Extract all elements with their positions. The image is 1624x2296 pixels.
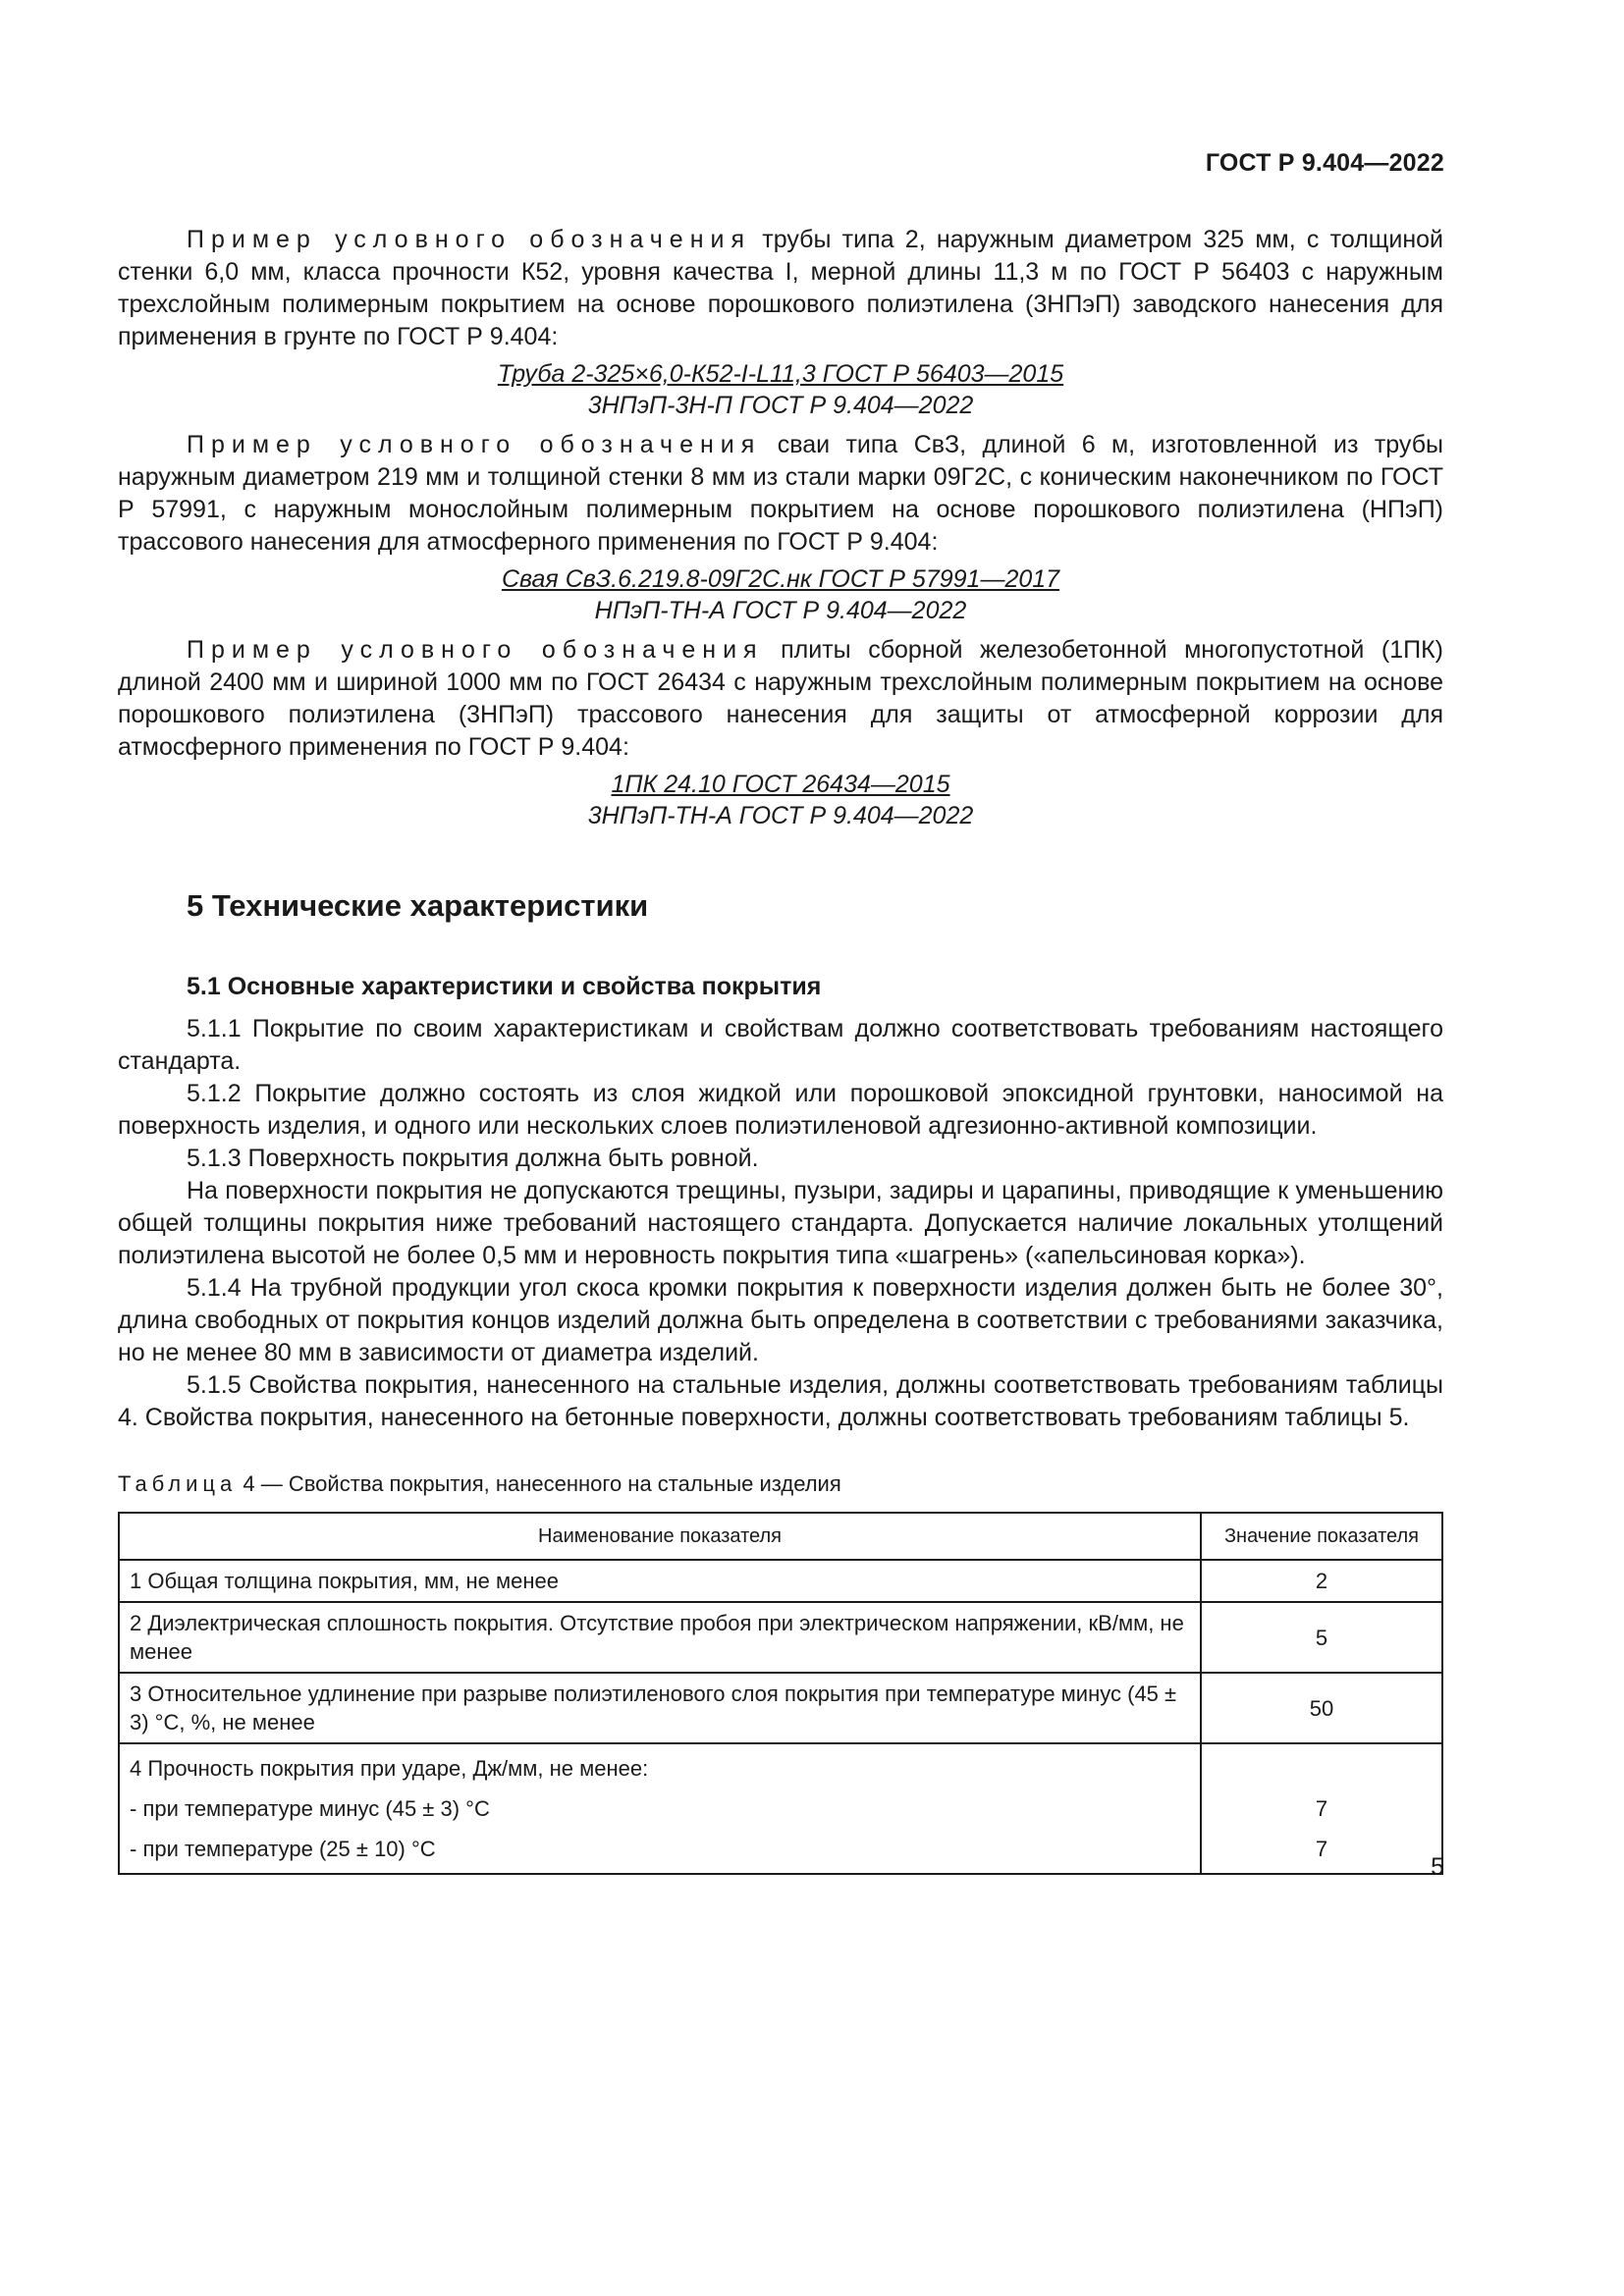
designation-line: 3НПэП-3Н-П ГОСТ Р 9.404—2022 — [587, 392, 974, 419]
table-row — [119, 1560, 1442, 1602]
page-content — [118, 224, 1443, 1875]
group-title-spacer — [1212, 1754, 1432, 1783]
table-row — [119, 1743, 1442, 1874]
paragraph: 5.1.1 Покрытие по своим характеристикам и свойствам должно соответствовать требованиям настоящего стандарта. — [118, 1015, 1443, 1075]
paragraph: 5.1.3 Поверхность покрытия должна быть ровной. — [187, 1145, 759, 1172]
subsection-heading: 5.1 Основные характеристики и свойства покрытия — [187, 973, 822, 1000]
column-header-value: Значение показателя — [1201, 1513, 1442, 1560]
paragraph: На поверхности покрытия не допускаются трещины, пузыри, задиры и царапины, приводящие к уменьшению общей толщины покрытия ниже требований настоящего стандарта. Допускается наличие локальных утолщений полиэтилена высотой не более 0,5 мм и неровность покрытия типа «шагрень» («апельсиновая корка»). — [118, 1177, 1443, 1269]
example-paragraph-pipe — [118, 224, 1443, 353]
row-value: 2 — [1201, 1560, 1442, 1602]
designation-example — [118, 358, 1443, 421]
row-value: 50 — [1201, 1673, 1442, 1743]
example-label: Пример условного обозначения — [187, 636, 764, 664]
section-heading: 5 Технические характеристики — [187, 888, 649, 923]
column-header-name: Наименование показателя — [119, 1513, 1201, 1560]
row-name: 3 Относительное удлинение при разрыве полиэтиленового слоя покрытия при температуре минус (45 ± 3) °С, %, не менее — [119, 1673, 1201, 1743]
example-label: Пример условного обозначения — [187, 226, 752, 253]
row-name — [119, 1743, 1201, 1874]
table-row — [119, 1602, 1442, 1673]
example-text: плиты сборной железобетонной многопустотной (1ПК) длиной 2400 мм и шириной 1000 мм по ГОСТ 26434 с наружным трехслойным полимерным покрытием на основе порошкового полиэтилена (3НПэП) трассового нанесения для защиты от атмосферной коррозии для атмосферного применения по ГОСТ Р 9.404: — [118, 636, 1443, 761]
sub-row-name: - при температуре (25 ± 10) °С — [130, 1837, 436, 1861]
properties-table — [118, 1512, 1443, 1875]
group-title: 4 Прочность покрытия при ударе, Дж/мм, не менее: — [130, 1756, 649, 1781]
designation-line: 3НПэП-ТН-А ГОСТ Р 9.404—2022 — [587, 802, 974, 829]
row-name: 2 Диэлектрическая сплошность покрытия. Отсутствие пробоя при электрическом напряжении, кВ/мм, не менее — [119, 1602, 1201, 1673]
designation-line: 1ПК 24.10 ГОСТ 26434—2015 — [611, 771, 950, 798]
example-label: Пример условного обозначения — [187, 431, 762, 458]
paragraph: 5.1.5 Свойства покрытия, нанесенного на стальные изделия, должны соответствовать требованиям таблицы 4. Свойства покрытия, нанесенного на бетонные поверхности, должны соответствовать требованиям таблицы 5. — [118, 1371, 1443, 1431]
sub-row-value: 7 — [1315, 1837, 1328, 1861]
paragraph: 5.1.2 Покрытие должно состоять из слоя жидкой или порошковой эпоксидной грунтовки, наносимой на поверхность изделия, и одного или нескольких слоев полиэтиленовой адгезионно-активной композиции. — [118, 1080, 1443, 1140]
designation-example — [118, 563, 1443, 626]
designation-example — [118, 769, 1443, 831]
example-paragraph-slab — [118, 634, 1443, 764]
document-header: ГОСТ Р 9.404—2022 — [1205, 149, 1444, 177]
table-header-row — [119, 1513, 1442, 1560]
table-row — [119, 1673, 1442, 1743]
page-number: 5 — [1431, 1853, 1444, 1881]
row-value — [1201, 1743, 1442, 1874]
sub-row-name: - при температуре минус (45 ± 3) °С — [130, 1796, 490, 1821]
sub-row-value: 7 — [1315, 1796, 1328, 1821]
example-text: сваи типа СвЗ, длиной 6 м, изготовленной из трубы наружным диаметром 219 мм и толщиной стенки 8 мм из стали марки 09Г2С, с коническим наконечником по ГОСТ Р 57991, с наружным монослойным полимерным покрытием на основе порошкового полиэтилена (НПэП) трассового нанесения для атмосферного применения по ГОСТ Р 9.404: — [118, 431, 1443, 556]
paragraph: 5.1.4 На трубной продукции угол скоса кромки покрытия к поверхности изделия должен быть не более 30°, длина свободных от покрытия концов изделий должна быть определена в соответствии с требованиями заказчика, но не менее 80 мм в зависимости от диаметра изделий. — [118, 1274, 1443, 1366]
designation-line: Свая СвЗ.6.219.8-09Г2С.нк ГОСТ Р 57991—2017 — [501, 565, 1060, 593]
example-text: трубы типа 2, наружным диаметром 325 мм, с толщиной стенки 6,0 мм, класса прочности К52, уровня качества I, мерной длины 11,3 м по ГОСТ Р 56403 с наружным трехслойным полимерным покрытием на основе порошкового полиэтилена (3НПэП) заводского нанесения для применения в грунте по ГОСТ Р 9.404: — [118, 226, 1443, 350]
table-caption-word: Таблица — [118, 1471, 238, 1496]
row-value: 5 — [1201, 1602, 1442, 1673]
designation-line: Труба 2-325×6,0-К52-I-L11,3 ГОСТ Р 56403—2015 — [497, 360, 1064, 388]
table-caption — [118, 1468, 1443, 1500]
row-name: 1 Общая толщина покрытия, мм, не менее — [119, 1560, 1201, 1602]
table-caption-text: 4 — Свойства покрытия, нанесенного на стальные изделия — [237, 1471, 841, 1496]
example-paragraph-pile — [118, 429, 1443, 559]
designation-line: НПэП-ТН-А ГОСТ Р 9.404—2022 — [594, 597, 967, 624]
